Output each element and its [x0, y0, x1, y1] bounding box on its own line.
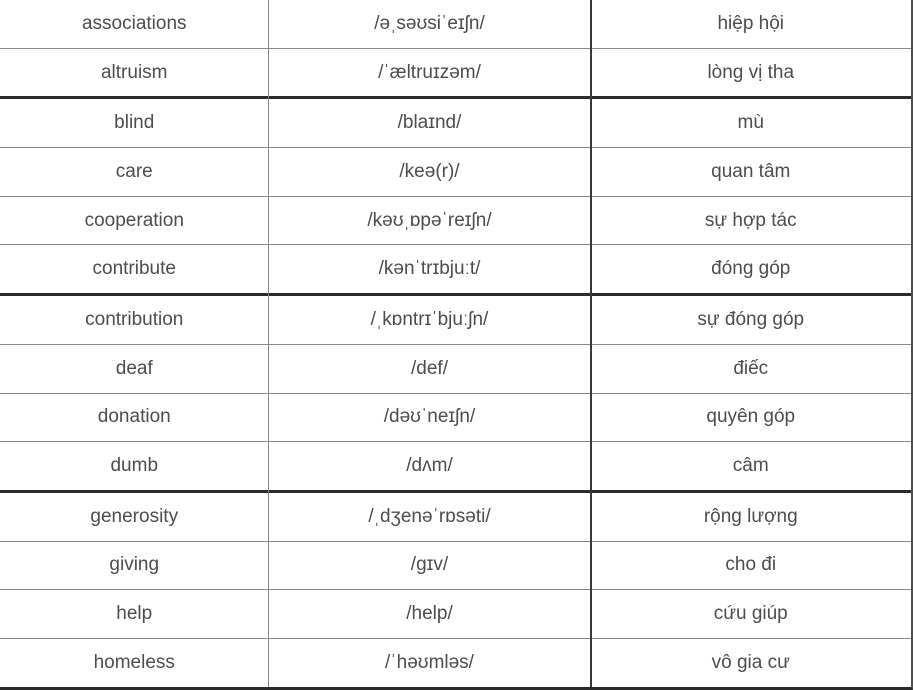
meaning-cell: lòng vị tha — [707, 61, 795, 83]
table-row — [0, 344, 911, 393]
word-cell: homeless — [93, 651, 175, 673]
table-row — [0, 638, 911, 687]
ipa-cell: /keə(r)/ — [399, 160, 460, 182]
meaning-cell: mù — [737, 112, 764, 134]
table-row — [0, 244, 911, 293]
word-cell: contribute — [92, 258, 176, 280]
word-cell: generosity — [90, 505, 179, 527]
table-row — [0, 490, 911, 541]
word-cell: giving — [109, 554, 160, 576]
table-row — [0, 589, 911, 638]
word-cell: contribution — [85, 308, 184, 330]
ipa-cell: /dʌm/ — [406, 455, 453, 477]
word-cell: altruism — [100, 61, 168, 83]
ipa-cell: /kənˈtrɪbjuːt/ — [378, 258, 481, 280]
table-row — [0, 541, 911, 590]
word-cell: dumb — [110, 455, 159, 477]
table-row — [0, 48, 911, 97]
ipa-cell: /dəʊˈneɪʃn/ — [383, 406, 476, 428]
word-cell: blind — [114, 112, 155, 134]
table-row — [0, 441, 911, 490]
meaning-cell: điếc — [733, 357, 769, 379]
table-row — [0, 147, 911, 196]
ipa-cell: /def/ — [411, 357, 448, 379]
meaning-cell: đóng góp — [711, 258, 791, 280]
ipa-cell: /gɪv/ — [410, 554, 449, 576]
meaning-cell: cứu giúp — [713, 603, 788, 625]
word-cell: help — [116, 603, 153, 625]
table-row — [0, 393, 911, 442]
table-row — [0, 293, 911, 344]
ipa-cell: /əˌsəʊsiˈeɪʃn/ — [374, 12, 485, 34]
meaning-cell: quan tâm — [711, 160, 791, 182]
ipa-cell: /ˈhəʊmləs/ — [385, 651, 474, 673]
ipa-cell: /ˌkɒntrɪˈbjuːʃn/ — [370, 308, 489, 330]
meaning-cell: sự đóng góp — [697, 308, 805, 330]
word-cell: donation — [97, 406, 171, 428]
meaning-cell: cho đi — [725, 554, 777, 576]
table-row — [0, 0, 911, 48]
meaning-cell: câm — [732, 455, 769, 477]
ipa-cell: /help/ — [406, 603, 453, 625]
meaning-cell: rộng lượng — [703, 505, 798, 527]
word-cell: care — [115, 160, 153, 182]
ipa-cell: /ˌdʒenəˈrɒsəti/ — [368, 505, 491, 527]
word-cell: cooperation — [84, 209, 184, 231]
meaning-cell: hiệp hội — [717, 12, 785, 34]
meaning-cell: vô gia cư — [711, 651, 790, 673]
meaning-cell: sự hợp tác — [704, 209, 797, 231]
word-cell: deaf — [115, 357, 153, 379]
meaning-cell: quyên góp — [706, 406, 796, 428]
table-row — [0, 196, 911, 245]
ipa-cell: /blaɪnd/ — [397, 112, 462, 134]
ipa-cell: /ˈæltruɪzəm/ — [378, 61, 481, 83]
ipa-cell: /kəʊˌɒpəˈreɪʃn/ — [367, 209, 492, 231]
table-row — [0, 96, 911, 147]
word-cell: associations — [81, 12, 187, 34]
